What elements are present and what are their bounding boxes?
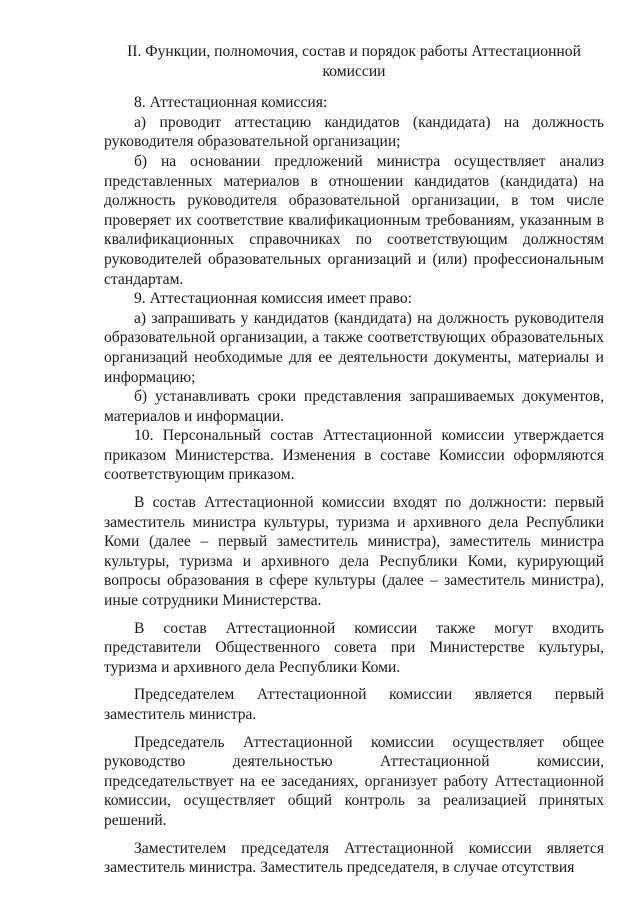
paragraph-item-9: 9. Аттестационная комиссия имеет право: xyxy=(134,290,413,308)
paragraph-public-council: В состав Аттестационной комиссии также могут входить представители Общественного совета при Министерстве культуры, туризма и архивного дела Республики Коми. xyxy=(104,619,604,676)
paragraph-item-8: 8. Аттестационная комиссия: xyxy=(134,94,328,112)
section-heading: II. Функции, полномочия, состав и порядок работы Аттестационной комиссии xyxy=(127,43,581,80)
paragraph-item-8b: б) на основании предложений министра осуществляет анализ представленных материалов в отношении кандидатов (кандидата) на должность руководителя образовательной организации, в том числе проверяет их соответствие квалификационным требованиям, указанным в квалификационных справочниках по соответствующим должностям руководителей образовательных организаций и (или) профессиональным стандартам. xyxy=(104,152,604,288)
paragraph-item-9a: а) запрашивать у кандидатов (кандидата) на должность руководителя образовательной организации, а также соответствующих образовательных организаций необходимые для ее деятельности документы, материалы и информацию; xyxy=(104,309,604,386)
paragraph-deputy-chairman: Заместителем председателя Аттестационной комиссии является заместитель министра. Заместитель председателя, в случае отсутствия xyxy=(104,839,604,877)
document-body xyxy=(104,42,604,878)
paragraph-item-8a: а) проводит аттестацию кандидатов (кандидата) на должность руководителя образовательной организации; xyxy=(104,113,604,151)
paragraph-item-9b: б) устанавливать сроки представления запрашиваемых документов, материалов и информации. xyxy=(104,388,604,425)
paragraph-chairman-duties: Председатель Аттестационной комиссии осуществляет общее руководство деятельностью Аттестационной комиссии, председательствует на ее заседаниях, организует работу Аттестационной комиссии, осуществляет общий контроль за реализацией принятых решений. xyxy=(104,733,604,829)
paragraph-chairman: Председателем Аттестационной комиссии является первый заместитель министра. xyxy=(104,686,604,723)
paragraph-composition: В состав Аттестационной комиссии входят по должности: первый заместитель министра культуры, туризма и архивного дела Республики Коми (далее – первый заместитель министра), заместитель министра культуры, туризма и архивного дела Республики Коми, курирующий вопросы образования в сфере культуры (далее – заместитель министра), иные сотрудники Министерства. xyxy=(104,494,604,610)
paragraph-item-10: 10. Персональный состав Аттестационной комиссии утверждается приказом Министерства. Изменения в составе Комиссии оформляются соответствующим приказом. xyxy=(104,427,604,484)
